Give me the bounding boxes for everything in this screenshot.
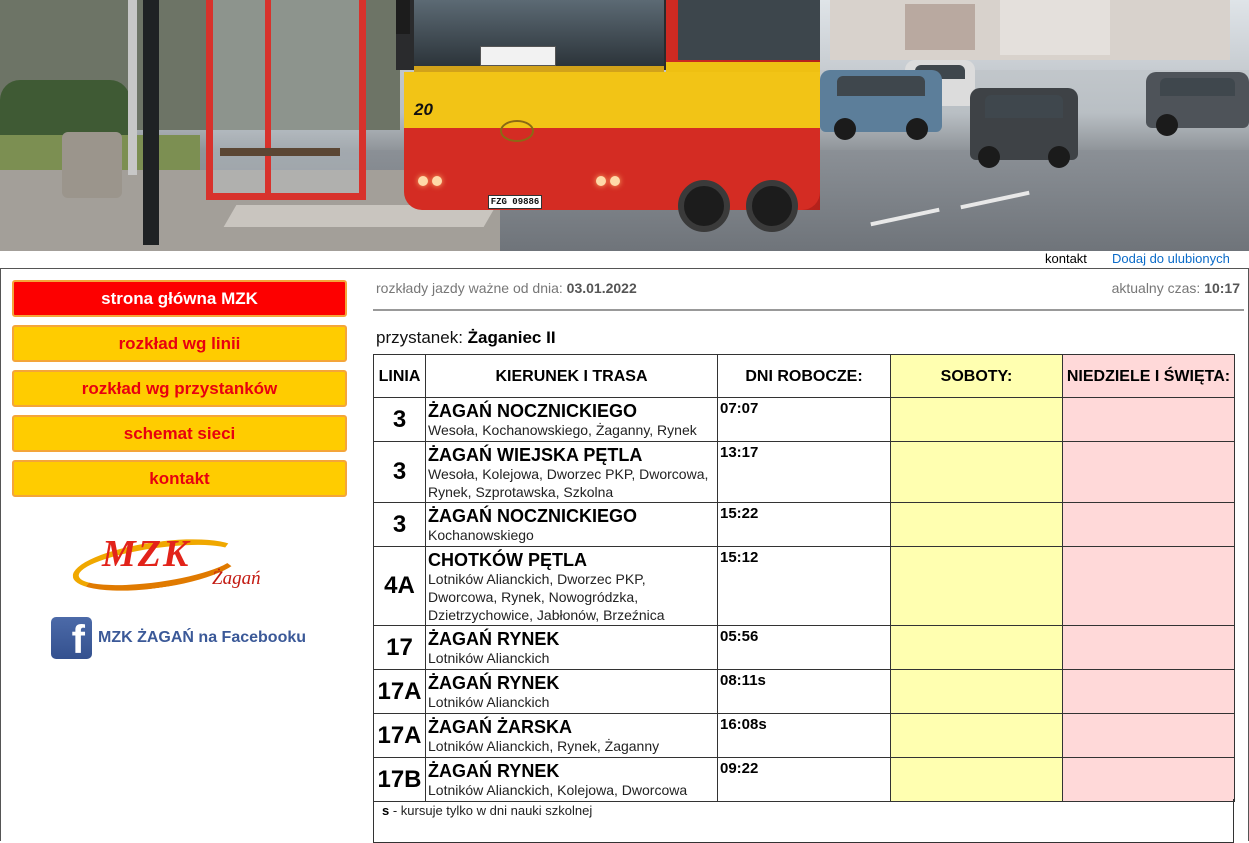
route-via: Lotników Alianckich, Dworzec PKP, Dworcowa, Rynek, Nowogródzka, Dzietrzychowice, Jabłonów, Brzeźnica [428,571,665,623]
route-destination: ŻAGAŃ RYNEK [428,761,560,781]
sunday-times [1063,758,1235,802]
route-via: Lotników Alianckich [428,650,550,666]
nav-contact-button[interactable]: kontakt [12,460,347,497]
saturday-times [891,547,1063,626]
top-links [0,251,1249,268]
route-via: Wesoła, Kochanowskiego, Żaganny, Rynek [428,422,697,438]
legend [373,799,1234,843]
main-frame [0,268,1249,841]
route-destination: ŻAGAŃ NOCZNICKIEGO [428,401,637,421]
logo-text: MZK [102,533,191,575]
add-to-favorites-link[interactable]: Dodaj do ulubionych [1112,251,1230,266]
weekday-times: 16:08s [718,714,891,758]
bus-number: 20 [414,100,433,119]
line-number[interactable]: 17 [374,626,426,670]
bus-illustration [396,0,820,230]
table-row [374,442,1235,503]
route-destination: CHOTKÓW PĘTLA [428,550,587,570]
weekday-times: 05:56 [718,626,891,670]
nav-by-line-button[interactable]: rozkład wg linii [12,325,347,362]
weekday-times: 15:22 [718,503,891,547]
line-number[interactable]: 3 [374,503,426,547]
line-number[interactable]: 17B [374,758,426,802]
saturday-times [891,503,1063,547]
route-cell [426,714,718,758]
route-via: Lotników Alianckich, Kolejowa, Dworcowa [428,782,688,798]
weekday-times: 08:11s [718,670,891,714]
route-via: Lotników Alianckich, Rynek, Żaganny [428,738,660,754]
route-via: Wesoła, Kolejowa, Dworzec PKP, Dworcowa, Rynek, Szprotawska, Szkolna [428,466,709,500]
col-sundays-header: NIEDZIELE I ŚWIĘTA: [1063,355,1235,398]
time-value: 10:17 [1204,280,1240,296]
stop-label: przystanek: [376,328,463,347]
current-time [1112,280,1240,296]
mzk-logo [72,528,292,608]
table-row [374,626,1235,670]
route-destination: ŻAGAŃ RYNEK [428,629,560,649]
line-number[interactable]: 3 [374,442,426,503]
sunday-times [1063,714,1235,758]
facebook-icon: f [51,617,92,659]
sunday-times [1063,398,1235,442]
table-row [374,547,1235,626]
header-photo [0,0,1249,251]
sunday-times [1063,547,1235,626]
route-destination: ŻAGAŃ RYNEK [428,673,560,693]
weekday-times: 15:12 [718,547,891,626]
route-cell [426,442,718,503]
timetable-header-row [374,355,1235,398]
table-row [374,398,1235,442]
route-cell [426,670,718,714]
nav-by-stop-button[interactable]: rozkład wg przystanków [12,370,347,407]
table-row [374,714,1235,758]
line-number[interactable]: 3 [374,398,426,442]
line-number[interactable]: 17A [374,714,426,758]
table-row [374,503,1235,547]
contact-link[interactable]: kontakt [1045,251,1087,266]
time-label: aktualny czas: [1111,280,1201,296]
saturday-times [891,714,1063,758]
nav-network-map-button[interactable]: schemat sieci [12,415,347,452]
route-destination: ŻAGAŃ WIEJSKA PĘTLA [428,445,643,465]
line-number[interactable]: 17A [374,670,426,714]
timetable [373,354,1235,802]
sunday-times [1063,442,1235,503]
route-cell [426,547,718,626]
sunday-times [1063,626,1235,670]
facebook-label: MZK ŻAGAŃ na Facebooku [98,629,307,646]
validity-info [376,280,637,296]
col-weekdays-header: DNI ROBOCZE: [718,355,891,398]
sunday-times [1063,670,1235,714]
route-via: Lotników Alianckich [428,694,550,710]
table-row [374,670,1235,714]
stop-name: Żaganiec II [467,328,556,347]
sunday-times [1063,503,1235,547]
route-cell [426,626,718,670]
weekday-times: 07:07 [718,398,891,442]
route-destination: ŻAGAŃ NOCZNICKIEGO [428,506,637,526]
col-saturdays-header: SOBOTY: [891,355,1063,398]
saturday-times [891,626,1063,670]
route-destination: ŻAGAŃ ŻARSKA [428,717,572,737]
saturday-times [891,758,1063,802]
saturday-times [891,398,1063,442]
route-cell [426,503,718,547]
weekday-times: 13:17 [718,442,891,503]
route-cell [426,398,718,442]
saturday-times [891,670,1063,714]
logo-subtext: Żagań [212,568,261,589]
facebook-link[interactable] [51,617,306,659]
table-row [374,758,1235,802]
bus-plate: FZG 09886 [488,195,542,209]
line-number[interactable]: 4A [374,547,426,626]
route-via: Kochanowskiego [428,527,534,543]
nav-home-button[interactable]: strona główna MZK [12,280,347,317]
col-route-header: KIERUNEK I TRASA [426,355,718,398]
legend-text: - kursuje tylko w dni nauki szkolnej [389,803,593,818]
saturday-times [891,442,1063,503]
validity-label: rozkłady jazdy ważne od dnia: [376,280,563,296]
col-line-header: LINIA [374,355,426,398]
legend-mark: s [382,803,390,818]
divider [373,309,1244,311]
validity-date: 03.01.2022 [566,280,637,296]
sidebar [12,280,348,659]
route-cell [426,758,718,802]
stop-heading [376,328,556,348]
weekday-times: 09:22 [718,758,891,802]
